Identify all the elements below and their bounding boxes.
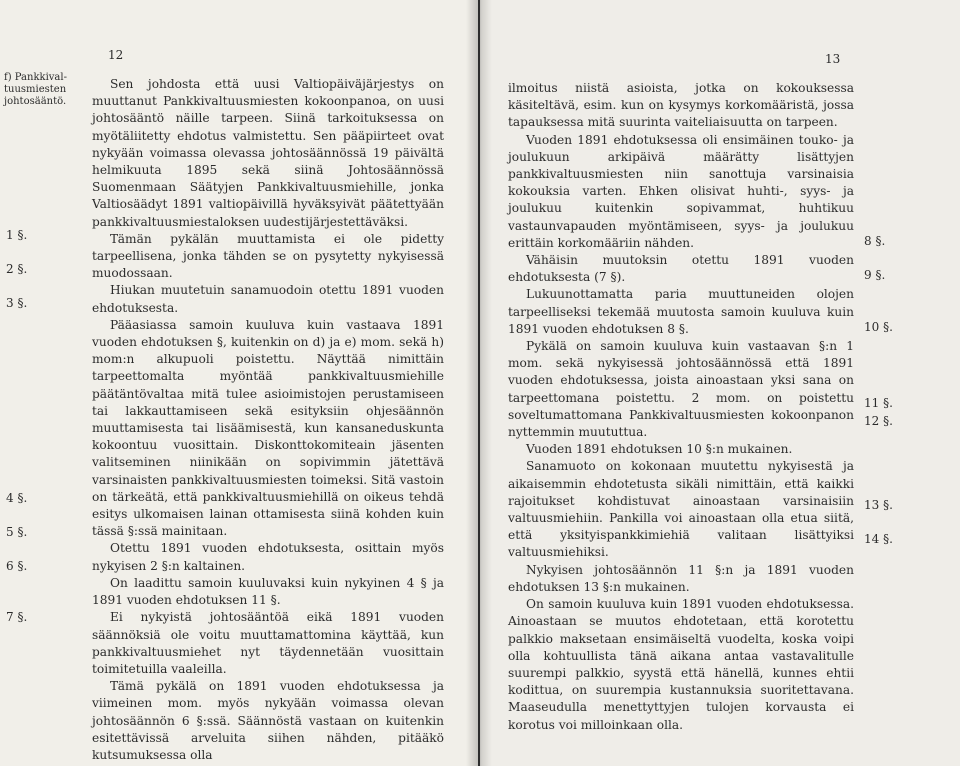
section-marker-10: 10 §.: [864, 320, 893, 334]
paragraph-section-7: Tämä pykälä on 1891 vuoden ehdotuksessa ja viimeinen mom. myös nykyään voimassa olevan johtosäännön 6 §:ssä. Säännöstä vastaan on kuitenkin esitettävissä arveluita siihen nähden, pitääkö kutsumuksessa olla: [92, 679, 444, 762]
section-marker-2: 2 §.: [6, 262, 28, 276]
right-page-number: 13: [825, 52, 841, 66]
left-page: [0, 0, 478, 766]
section-marker-14: 14 §.: [864, 532, 893, 546]
left-page-number: 12: [108, 48, 124, 62]
paragraph-section-5: On laadittu samoin kuuluvaksi kuin nykyinen 4 § ja 1891 vuoden ehdotuksen 11 §.: [92, 575, 444, 608]
margin-note-pankkivaltuusmiesten: f) Pankkival-tuusmiesten johtosääntö.: [4, 72, 67, 107]
left-page-body: [92, 76, 444, 764]
paragraph-section-10: Pykälä on samoin kuuluva kuin vastaavan §:n 1 mom. sekä nykyisessä johtosäännössä että 1891 vuoden ehdotuksessa, joista ainoastaan yksi sana on tarpeettomana poistettu. 2 mom. on poistettu soveltumattomana Pankkivaltuusmiesten kokoonpanon nyttemmin muututtua.: [508, 339, 854, 440]
paragraph-section-3: Pääasiassa samoin kuuluva kuin vastaava 1891 vuoden ehdotuksen §, kuitenkin on d) ja e) mom. sekä h) mom:n alkupuoli poistettu. Näyttää nimittäin tarpeettomalta myöntää pankkivaltuusmiehille päätäntövaltaa mitä tulee asioimistojen perustamiseen tai lakkauttamiseen sekä esityksiin ohjesäännön muuttamisesta tai lisäämisestä, kun kansaneduskunta kokoontuu vuosittain. Diskonttokomiteain jäsenten valitseminen niinikään on sopivimmin jätettävä varsinaisten pankkivaltuusmiesten toimeksi. Sitä vastoin on tärkeätä, että pankkivaltuusmiehillä on oikeus tehdä esitys ulkomaisen lainan ottamisesta siinä kohden kuin tässä §:ssä mainitaan.: [92, 317, 444, 539]
paragraph-section-14: On samoin kuuluva kuin 1891 vuoden ehdotuksessa. Ainoastaan se muutos ehdotetaan, että korotettu palkkio maksetaan ensimäiseltä vuodelta, koska voipi olla kohtuullista tänä aikana antaa vastavalitulle suurempi palkkio, syystä että hänellä, kunnes ehtii kodittua, on suurempia kustannuksia suoritettavana. Maaseudulla menettyttyjen tulojen korvausta ei korotus voi milloinkaan olla.: [508, 597, 854, 732]
section-marker-5: 5 §.: [6, 525, 28, 539]
section-marker-11: 11 §.: [864, 396, 893, 410]
book-gutter: [466, 0, 492, 766]
right-page: [480, 0, 960, 766]
section-marker-9: 9 §.: [864, 268, 886, 282]
paragraph-intro: Sen johdosta että uusi Valtiopäiväjärjestys on muuttanut Pankkivaltuusmiesten kokoonpanoa, on uusi johtosääntö näille tarpeen. Siinä tarkoituksessa on myötäliitetty ehdotus valmistettu. Sen pääpiirteet ovat nykyään voimassa olevassa johtosäännössä 19 päivältä helmikuuta 1895 sekä siinä Johtosäännössä Suomenmaan Säätyjen Pankkivaltuusmiehille, jonka Valtiosäädyt 1891 valtiopäivillä hyväksyivät päätettyään pankkivaltuusmiestaloksen uudestijärjestettäväksi.: [92, 77, 444, 229]
paragraph-continued: ilmoitus niistä asioista, jotka on kokouksessa käsiteltävä, esim. kun on kysymys korkomääristä, jossa tapauksessa mitä suurinta vaiteliaisuutta on tarpeen.: [508, 81, 854, 130]
paragraph-section-2: Hiukan muutetuin sanamuodoin otettu 1891 vuoden ehdotuksesta.: [92, 283, 444, 315]
section-marker-4: 4 §.: [6, 491, 28, 505]
paragraph-right-2: Vuoden 1891 ehdotuksessa oli ensimäinen touko- ja joulukuun arkipäivä määrätty lisättyjen pankkivaltuusmiesten niin sanottuja varsinaisia kokouksia varten. Ehken olisivat huhti-, syys- ja joulukuu kuitenkin sopivammat, huhtikuu vastaunvapauden myöntämiseen, syys- ja joulukuu erittäin korkomääriin nähden.: [508, 132, 854, 250]
section-marker-6: 6 §.: [6, 559, 28, 573]
paragraph-section-4: Otettu 1891 vuoden ehdotuksesta, osittain myös nykyisen 2 §:n kaltainen.: [92, 541, 444, 573]
paragraph-section-9: Lukuunottamatta paria muuttuneiden olojen tarpeelliseksi tekemää muutosta samoin kuuluva kuin 1891 vuoden ehdotuksen 8 §.: [508, 287, 854, 336]
right-page-body: [508, 80, 854, 734]
paragraph-section-8: Vähäisin muutoksin otettu 1891 vuoden ehdotuksesta (7 §).: [508, 253, 854, 285]
section-marker-3: 3 §.: [6, 296, 28, 310]
paragraph-section-11: Vuoden 1891 ehdotuksen 10 §:n mukainen.: [526, 442, 793, 457]
paragraph-section-1: Tämän pykälän muuttamista ei ole pidetty tarpeellisena, jonka tähden se on pysytetty nykyisessä muodossaan.: [92, 231, 444, 281]
paragraph-section-6: Ei nykyistä johtosääntöä eikä 1891 vuoden säännöksiä ole voitu muuttamattomina käyttää, kun pankkivaltuusmiehet nyt täydennetään vuosittain toimitetuilla vaaleilla.: [92, 610, 444, 676]
section-marker-8: 8 §.: [864, 234, 886, 248]
section-marker-1: 1 §.: [6, 228, 28, 242]
paragraph-section-13: Nykyisen johtosäännön 11 §:n ja 1891 vuoden ehdotuksen 13 §:n mukainen.: [508, 562, 854, 594]
section-marker-7: 7 §.: [6, 610, 28, 624]
section-marker-13: 13 §.: [864, 498, 893, 512]
paragraph-section-12: Sanamuoto on kokonaan muutettu nykyisestä ja aikaisemmin ehdotetusta sikäli nimittäin, että kaikki rajoitukset kohdistuvat ainoastaan varsinaisiin valtuusmiehiin. Pankilla voi ainoastaan olla etua siitä, että yksityispankkimiehiä valitaan lisättyiksi valtuusmiehiksi.: [508, 459, 854, 560]
section-marker-12: 12 §.: [864, 414, 893, 428]
